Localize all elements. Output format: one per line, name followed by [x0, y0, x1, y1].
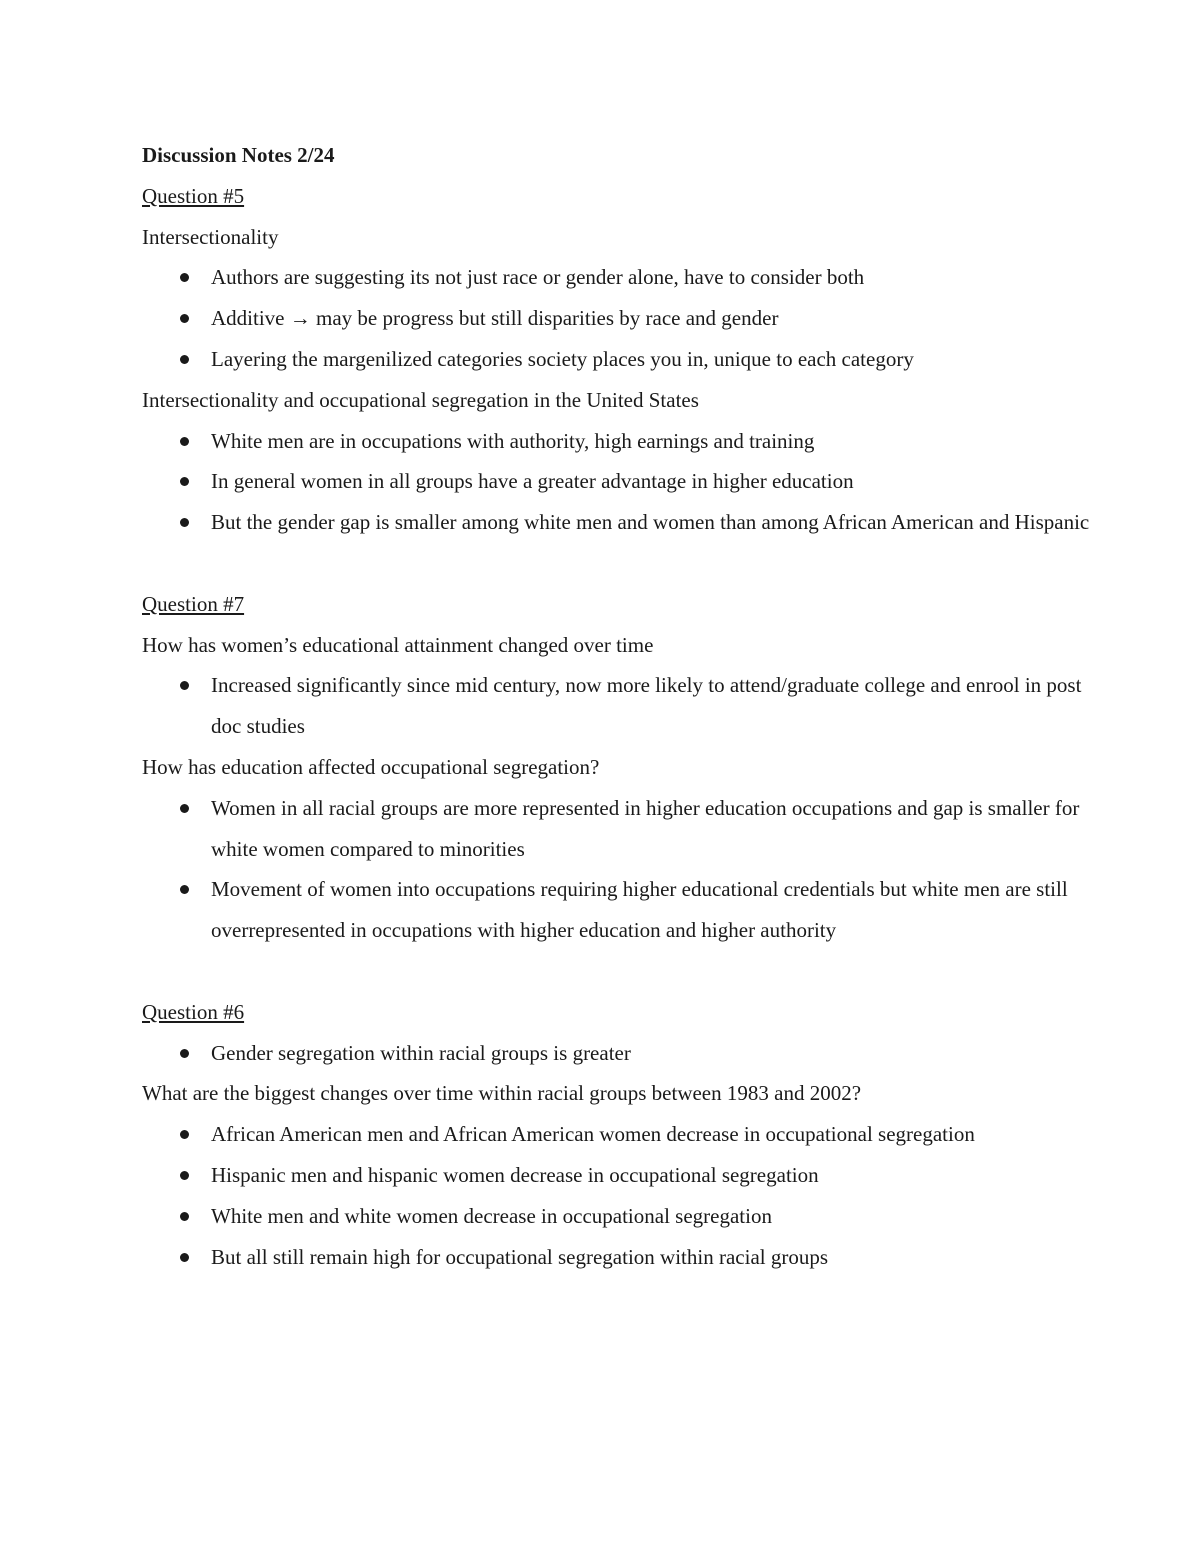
q6-bullet-list-2 [142, 1114, 1102, 1277]
list-item: But all still remain high for occupational segregation within racial groups [142, 1237, 1102, 1278]
section-spacer [142, 543, 1102, 584]
bullet-icon [180, 1253, 189, 1262]
bullet-icon [180, 1049, 189, 1058]
question-7-heading: Question #7 [142, 591, 245, 616]
q6-bullet-list-1 [142, 1033, 1102, 1074]
document-page [142, 135, 1102, 1277]
list-item: Layering the margenilized categories society places you in, unique to each category [142, 339, 1102, 380]
list-item: African American men and African American women decrease in occupational segregation [142, 1114, 1102, 1155]
bullet-icon [180, 1171, 189, 1180]
bullet-icon [180, 273, 189, 282]
q5-topic-intersectionality: Intersectionality [142, 224, 279, 249]
bullet-icon [180, 885, 189, 894]
list-item: Women in all racial groups are more represented in higher education occupations and gap is smaller for white women compared to minorities [142, 788, 1102, 870]
bullet-icon [180, 437, 189, 446]
list-item: Movement of women into occupations requiring higher educational credentials but white men are still overrepresented in occupations with higher education and higher authority [142, 869, 1102, 951]
question-6-section [142, 992, 1102, 1278]
bullet-icon [180, 681, 189, 690]
bullet-icon [180, 477, 189, 486]
list-item: Gender segregation within racial groups is greater [142, 1033, 1102, 1074]
question-7-section [142, 584, 1102, 951]
list-item: Authors are suggesting its not just race or gender alone, have to consider both [142, 257, 1102, 298]
document-title: Discussion Notes 2/24 [142, 143, 335, 167]
q7-topic-educational-attainment: How has women’s educational attainment changed over time [142, 632, 654, 657]
bullet-icon [180, 314, 189, 323]
question-6-heading: Question #6 [142, 999, 245, 1024]
q7-topic-education-segregation: How has education affected occupational segregation? [142, 754, 600, 779]
list-item: But the gender gap is smaller among white men and women than among African American and Hispanic [142, 502, 1102, 543]
list-item: In general women in all groups have a greater advantage in higher education [142, 461, 1102, 502]
list-item: White men are in occupations with authority, high earnings and training [142, 421, 1102, 462]
question-5-heading: Question #5 [142, 183, 245, 208]
bullet-icon [180, 355, 189, 364]
list-item: White men and white women decrease in occupational segregation [142, 1196, 1102, 1237]
list-item: Hispanic men and hispanic women decrease in occupational segregation [142, 1155, 1102, 1196]
q6-topic-biggest-changes: What are the biggest changes over time within racial groups between 1983 and 2002? [142, 1081, 862, 1106]
q5-topic-occupational-segregation: Intersectionality and occupational segregation in the United States [142, 387, 699, 412]
bullet-icon [180, 1130, 189, 1139]
bullet-icon [180, 804, 189, 813]
question-5-section [142, 176, 1102, 543]
q7-bullet-list-2 [142, 788, 1102, 951]
q5-bullet-list-1 [142, 257, 1102, 379]
q5-bullet-list-2 [142, 421, 1102, 543]
section-spacer [142, 951, 1102, 992]
bullet-icon [180, 1212, 189, 1221]
list-item: Increased significantly since mid century, now more likely to attend/graduate college and enrool in post doc studies [142, 665, 1102, 747]
list-item: Additive → may be progress but still disparities by race and gender [142, 298, 1102, 339]
q7-bullet-list-1 [142, 665, 1102, 747]
bullet-icon [180, 518, 189, 527]
